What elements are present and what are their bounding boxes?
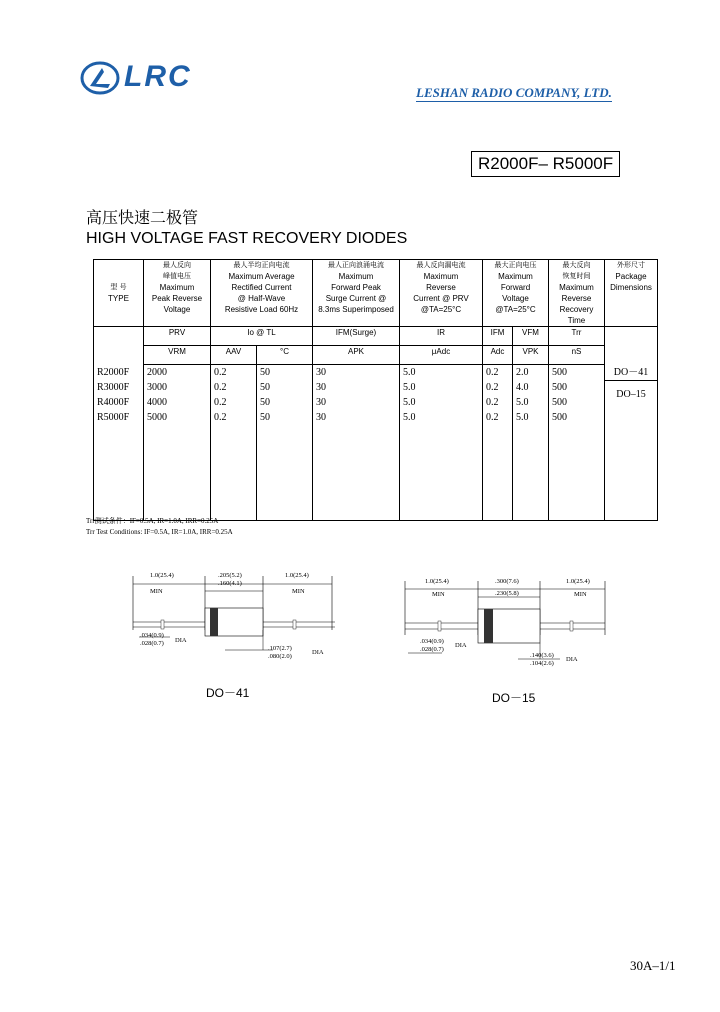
unit: APK xyxy=(313,346,400,365)
ir-col: 5.0 5.0 5.0 5.0 xyxy=(400,365,483,426)
company-name: LESHAN RADIO COMPANY, LTD. xyxy=(416,85,612,100)
do15-label: DO－15 xyxy=(492,691,536,705)
test-note-cn: Trr测试条件：IF=0.5A, IR=1.0A, IRR=0.25A xyxy=(86,517,219,525)
col-header-ir: 最人反向漏电流 Maximum Reverse Current @ PRV @TA=25°C xyxy=(400,260,483,327)
col-header-prv: 最人反向 峰值电压 Maximum Peak Reverse Voltage xyxy=(144,260,211,327)
do41-lead-len-right: 1.0(25.4) xyxy=(285,572,309,579)
do41-min-right: MIN xyxy=(292,588,305,595)
header-row xyxy=(94,260,658,327)
title-english: HIGH VOLTAGE FAST RECOVERY DIODES xyxy=(86,230,408,247)
logo xyxy=(80,58,210,98)
do41-lead-dia-label: DIA xyxy=(175,637,187,644)
do15-min-right: MIN xyxy=(574,591,587,598)
symbol: IFM(Surge) xyxy=(313,327,400,346)
data-rows xyxy=(94,365,658,426)
col-header-trr: 最大反向 恢复时间 Maximum Reverse Recovery Time xyxy=(549,260,605,327)
ifm-col: 0.2 0.2 0.2 0.2 xyxy=(483,365,513,426)
page-number: 30A–1/1 xyxy=(630,958,676,973)
unit: nS xyxy=(549,346,605,365)
test-note-en: Trr Test Conditions: IF=0.5A, IR=1.0A, IRR=0.25A xyxy=(86,528,233,536)
do41-body-len-min: .160(4.1) xyxy=(218,580,242,587)
symbol-row xyxy=(94,327,658,346)
col-header-io: 最人半均正向电流 Maximum Average Rectified Current @ Half-Wave Resistive Load 60Hz xyxy=(211,260,313,327)
io-col: 0.2 0.2 0.2 0.2 xyxy=(211,365,257,426)
unit: AAV xyxy=(211,346,257,365)
symbol: Io @ TL xyxy=(211,327,313,346)
prv-col: 2000 3000 4000 5000 xyxy=(144,365,211,426)
col-header-vf: 最大正向电压 Maximum Forward Voltage @TA=25°C xyxy=(483,260,549,327)
do15-body-dia-label: DIA xyxy=(566,656,578,663)
unit: VPK xyxy=(513,346,549,365)
package-col: DO－41 DO–15 xyxy=(605,365,658,426)
unit: μAdc xyxy=(400,346,483,365)
col-header-package: 外形尺寸 Package Dimensions xyxy=(605,260,658,327)
type-col: R2000F R3000F R4000F R5000F xyxy=(94,365,144,426)
do15-body-dia-max: .140(3.6) xyxy=(530,652,554,659)
unit-row xyxy=(94,346,658,365)
unit: °C xyxy=(257,346,313,365)
do41-body-dia-max: .107(2.7) xyxy=(268,645,292,652)
do41-band xyxy=(210,608,218,636)
do15-body-len-min: .230(5.8) xyxy=(495,590,519,597)
do15-lead-dia-label: DIA xyxy=(455,642,467,649)
col-header-surge: 最人正向浪涌电流 Maximum Forward Peak Surge Current @ 8.3ms Superimposed xyxy=(313,260,400,327)
do15-lead-dia-min: .028(0.7) xyxy=(420,646,444,653)
do41-body-dia-label: DIA xyxy=(312,649,324,656)
unit: Adc xyxy=(483,346,513,365)
symbol: Trr xyxy=(549,327,605,346)
logo-mark-icon xyxy=(80,60,120,96)
part-range: R2000F– R5000F xyxy=(471,151,620,177)
do41-lead-dia-min: .028(0.7) xyxy=(140,640,164,647)
title-chinese: 高压快速二极管 xyxy=(86,208,199,227)
do15-lead-dia-max: .034(0.9) xyxy=(420,638,444,645)
do41-lead-dia-max: .034(0.9) xyxy=(140,632,164,639)
unit: VRM xyxy=(144,346,211,365)
do41-label: DO－41 xyxy=(206,686,250,700)
vfm-col: 2.0 4.0 5.0 5.0 xyxy=(513,365,549,426)
symbol: PRV xyxy=(144,327,211,346)
symbol: IR xyxy=(400,327,483,346)
do15-min-left: MIN xyxy=(432,591,445,598)
do41-body-len-max: .205(5.2) xyxy=(218,572,242,579)
empty-row xyxy=(94,425,658,521)
do41-min-left: MIN xyxy=(150,588,163,595)
symbol: IFM xyxy=(483,327,513,346)
do15-lead-len-left: 1.0(25.4) xyxy=(425,578,449,585)
do41-body-dia-min: .080(2.0) xyxy=(268,653,292,660)
surge-col: 30 30 30 30 xyxy=(313,365,400,426)
do15-body-dia-min: .104(2.6) xyxy=(530,660,554,667)
do41-lead-len-left: 1.0(25.4) xyxy=(150,572,174,579)
spec-table xyxy=(93,259,658,521)
logo-text: LRC xyxy=(124,60,192,93)
do15-body-len-max: .300(7.6) xyxy=(495,578,519,585)
do15-band xyxy=(484,609,493,643)
type-header: 型 号 TYPE xyxy=(94,260,144,327)
do15-lead-len-right: 1.0(25.4) xyxy=(566,578,590,585)
symbol: VFM xyxy=(513,327,549,346)
trr-col: 500 500 500 500 xyxy=(549,365,605,426)
tl-col: 50 50 50 50 xyxy=(257,365,313,426)
